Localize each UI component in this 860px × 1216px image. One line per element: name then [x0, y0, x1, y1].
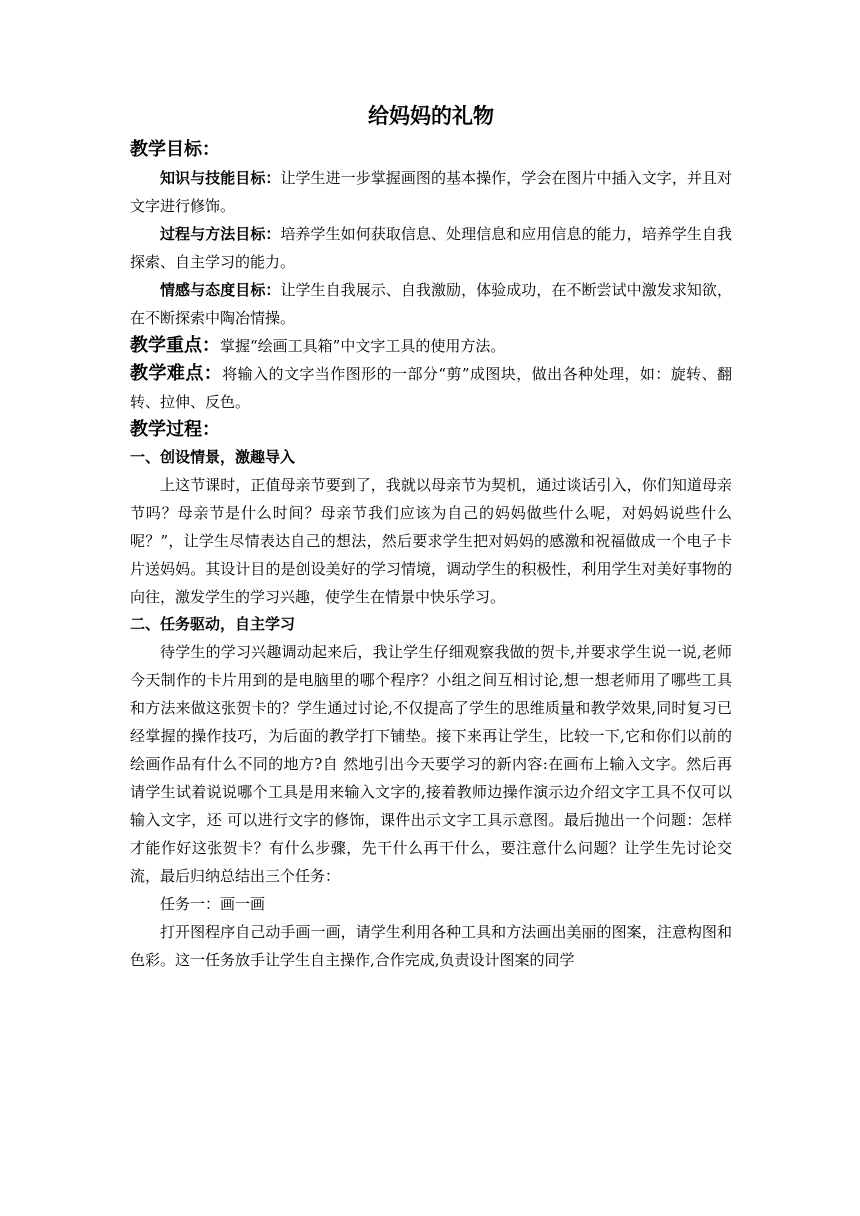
goal-knowledge-text: 让学生进一步掌握画图的基本操作，学会在图片中插入文字，并且对文字进行修饰。 — [130, 169, 732, 215]
section2-text: 待学生的学习兴趣调动起来后，我让学生仔细观察我做的贺卡,并要求学生说一说,老师今天制作的卡片用到的是电脑里的哪个程序？小组之间互相讨论,想一想老师用了哪些工具和方法来做这张贺卡的？学生通过讨论,不仅提高了学生的思维质量和教学效果,同时复习已经掌握的操作技巧，为后面的教学打下铺垫。接下来再让学生，比较一下,它和你们以前的绘画作品有什么不同的地方?自 然地引出今天要学习的新内容:在画布上输入文字。然后再请学生试着说说哪个工具是用来输入文字的,接着教师边操作演示边介绍文字工具不仅可以输入文字，还 可以进行文字的修饰，课件出示文字工具示意图。最后抛出一个问题：怎样才能作好这张贺卡？有什么步骤，先干什么再干什么，要注意什么问题？让学生先讨论交 流，最后归纳总结出三个任务： — [130, 643, 732, 885]
goal-process-text: 培养学生如何获取信息、处理信息和应用信息的能力，培养学生自我探索、自主学习的能力。 — [130, 225, 732, 271]
section1-heading: 一、创设情景，激趣导入 — [130, 448, 296, 466]
task1-text: 打开图程序自己动手画一画，请学生利用各种工具和方法画出美丽的图案，注意构图和色彩。这一任务放手让学生自主操作,合作完成,负责设计图案的同学 — [130, 923, 732, 969]
goal-emotion-text: 让学生自我展示、自我激励，体验成功，在不断尝试中激发求知欲，在不断探索中陶冶情操。 — [130, 281, 732, 327]
goals-heading: 教学目标： — [130, 139, 220, 160]
key-point-label: 教学重点： — [130, 335, 220, 356]
document-page — [130, 96, 732, 974]
task1-label: 任务一：画一画 — [160, 895, 266, 913]
goal-emotion — [130, 276, 732, 332]
process-heading: 教学过程： — [130, 419, 220, 440]
goal-emotion-label: 情感与态度目标： — [160, 281, 281, 299]
section1-text: 上这节课时，正值母亲节要到了，我就以母亲节为契机，通过谈话引入，你们知道母亲节吗？母亲节是什么时间？母亲节我们应该为自己的妈妈做些什么呢，对妈妈说些什么呢？”，让学生尽情表达自己的想法，然后要求学生把对妈妈的感激和祝福做成一个电子卡片送妈妈。其设计目的是创设美好的学习情境，调动学生的积极性，利用学生对美好事物的向往，激发学生的学习兴趣，使学生在情景中快乐学习。 — [130, 476, 732, 606]
goal-process — [130, 220, 732, 276]
difficulty-label: 教学难点： — [130, 363, 223, 384]
key-point-text: 掌握“绘画工具箱”中文字工具的使用方法。 — [220, 337, 506, 355]
difficulty — [130, 360, 732, 416]
difficulty-text: 将输入的文字当作图形的一部分“剪”成图块，做出各种处理，如：旋转、翻转、拉伸、反色。 — [130, 365, 733, 411]
goal-process-label: 过程与方法目标： — [160, 225, 281, 243]
goal-knowledge-label: 知识与技能目标： — [160, 169, 281, 187]
goal-knowledge — [130, 164, 732, 220]
section2-heading: 二、任务驱动，自主学习 — [130, 615, 296, 633]
key-point — [130, 332, 732, 360]
document-title: 给妈妈的礼物 — [368, 103, 494, 128]
